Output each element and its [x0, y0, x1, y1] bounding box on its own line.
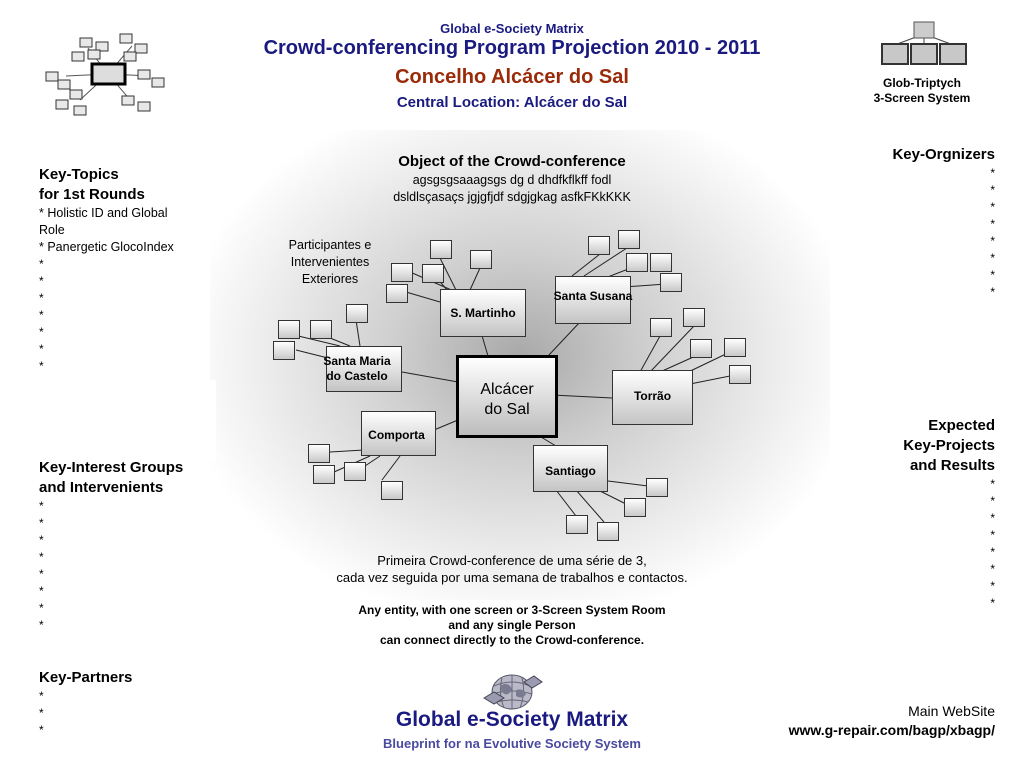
interest-star: *	[39, 584, 44, 598]
expected-star: *	[990, 528, 995, 542]
partner-star: *	[39, 723, 44, 737]
organizer-star: *	[990, 285, 995, 299]
topic-star: *	[39, 359, 44, 373]
globe-logo-icon	[480, 668, 544, 712]
participant-box	[470, 250, 492, 269]
external-line2: Intervenientes	[290, 255, 370, 269]
participant-box	[346, 304, 368, 323]
external-participants-label	[270, 237, 390, 288]
node-s-martinho-label: S. Martinho	[450, 306, 516, 320]
partner-star: *	[39, 706, 44, 720]
partners-head: Key-Partners	[39, 669, 133, 686]
interest-head1: Key-Interest Groups	[39, 459, 184, 476]
key-topics-item1b: Role	[39, 223, 65, 237]
expected-star: *	[990, 596, 995, 610]
expected-star: *	[990, 545, 995, 559]
expected-star: *	[990, 562, 995, 576]
participant-box	[729, 365, 751, 384]
node-santa-maria-line2: do Castelo	[326, 369, 388, 383]
node-comporta-label: Comporta	[368, 428, 425, 442]
participant-box	[624, 498, 646, 517]
participant-box	[422, 264, 444, 283]
organizer-star: *	[990, 183, 995, 197]
footer-subtitle: Blueprint for na Evolutive Society System	[383, 736, 641, 751]
participant-box	[430, 240, 452, 259]
participant-box	[313, 465, 335, 484]
interest-star: *	[39, 618, 44, 632]
participant-box	[724, 338, 746, 357]
topic-star: *	[39, 308, 44, 322]
center-node-alcacer	[456, 355, 558, 438]
topic-star: *	[39, 325, 44, 339]
key-topics-head1: Key-Topics	[39, 166, 119, 183]
participant-box	[690, 339, 712, 358]
organizer-star: *	[990, 251, 995, 265]
external-line3: Exteriores	[301, 272, 359, 286]
organizer-star: *	[990, 166, 995, 180]
object-line1: agsgsgsaaagsgs dg d dhdfkflkff fodl	[412, 173, 612, 187]
participant-box	[646, 478, 668, 497]
external-line1: Participantes e	[288, 238, 372, 252]
partner-star: *	[39, 689, 44, 703]
connection-note	[260, 603, 764, 648]
node-comporta	[361, 411, 436, 456]
triptych-label-line2: 3-Screen System	[873, 91, 971, 105]
center-node-line1: Alcácer	[480, 381, 534, 398]
participant-box	[381, 481, 403, 500]
participant-box	[308, 444, 330, 463]
caption-block	[260, 552, 764, 586]
interest-head2: and Intervenients	[39, 479, 164, 496]
header-place: Concelho Alcácer do Sal	[395, 66, 629, 88]
object-title: Object of the Crowd-conference	[398, 153, 626, 170]
object-line2: dsldlsçasaçs jgjgfjdf sdgjgkag asfkFKkKKK	[393, 190, 631, 204]
key-topics-head2: for 1st Rounds	[39, 186, 145, 203]
interest-star: *	[39, 533, 44, 547]
website-link[interactable]: www.g-repair.com/bagp/xbagp/	[788, 722, 995, 738]
expected-star: *	[990, 579, 995, 593]
interest-star: *	[39, 601, 44, 615]
participant-box	[683, 308, 705, 327]
header-small-title: Global e-Society Matrix	[440, 21, 584, 36]
organizer-star: *	[990, 217, 995, 231]
interest-star: *	[39, 567, 44, 581]
node-santa-maria	[323, 346, 402, 392]
footer-title: Global e-Society Matrix	[395, 708, 629, 731]
center-node-line2: do Sal	[484, 401, 530, 418]
node-santa-susana	[555, 276, 631, 324]
participant-box	[650, 318, 672, 337]
node-santiago-label: Santiago	[545, 464, 596, 478]
topic-star: *	[39, 342, 44, 356]
node-torrao-label: Torrão	[633, 389, 672, 403]
participant-box	[278, 320, 300, 339]
triptych-label-line1: Glob-Triptych	[883, 76, 961, 90]
connection-note-line1: Any entity, with one screen or 3-Screen System Room	[358, 603, 666, 617]
header-location: Central Location: Alcácer do Sal	[396, 94, 628, 111]
interest-star: *	[39, 516, 44, 530]
participant-box	[597, 522, 619, 541]
node-santa-maria-line1: Santa Maria	[323, 354, 391, 368]
topic-star: *	[39, 257, 44, 271]
participant-box	[344, 462, 366, 481]
expected-head3: and Results	[909, 457, 995, 474]
website-label: Main WebSite	[908, 703, 995, 719]
header-main-title: Crowd-conferencing Program Projection 2010 - 2011	[263, 37, 761, 59]
key-topics-item1: * Holistic ID and Global	[39, 206, 168, 220]
participant-box	[626, 253, 648, 272]
expected-head1: Expected	[928, 417, 995, 434]
expected-star: *	[990, 511, 995, 525]
main-website	[695, 702, 995, 740]
participant-box	[650, 253, 672, 272]
expected-star: *	[990, 477, 995, 491]
organizer-star: *	[990, 268, 995, 282]
participant-box	[310, 320, 332, 339]
node-santiago	[533, 445, 608, 492]
node-torrao	[612, 370, 693, 425]
participant-box	[660, 273, 682, 292]
expected-star: *	[990, 494, 995, 508]
key-topics-item2: * Panergetic GlocoIndex	[39, 240, 174, 254]
expected-head2: Key-Projects	[903, 437, 995, 454]
organizer-star: *	[990, 200, 995, 214]
interest-star: *	[39, 499, 44, 513]
participant-box	[618, 230, 640, 249]
participant-box	[566, 515, 588, 534]
organizer-star: *	[990, 234, 995, 248]
caption-line2: cada vez seguida por uma semana de trabalhos e contactos.	[336, 570, 688, 585]
node-santa-susana-label: Santa Susana	[553, 289, 633, 303]
participant-box	[391, 263, 413, 282]
topic-star: *	[39, 274, 44, 288]
node-s-martinho	[440, 289, 526, 337]
connection-note-line3: can connect directly to the Crowd-conference.	[379, 633, 645, 647]
interest-star: *	[39, 550, 44, 564]
topic-star: *	[39, 291, 44, 305]
organizers-head: Key-Orgnizers	[892, 146, 995, 163]
connection-note-line2: and any single Person	[448, 618, 576, 632]
participant-box	[588, 236, 610, 255]
participant-box	[273, 341, 295, 360]
caption-line1: Primeira Crowd-conference de uma série de 3,	[377, 553, 647, 568]
